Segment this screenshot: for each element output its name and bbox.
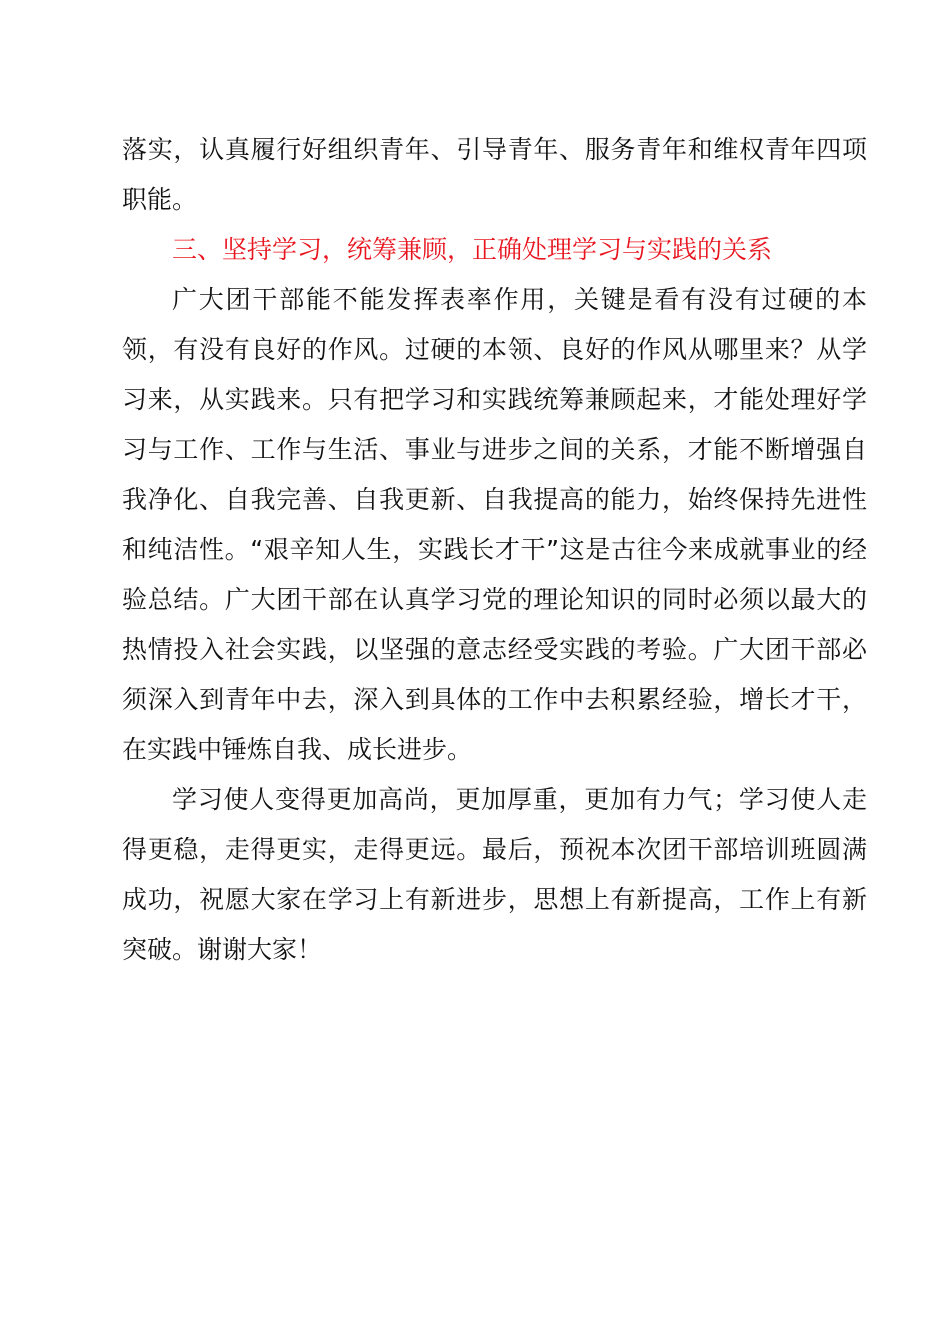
document-body (122, 125, 867, 975)
section-heading: 三、坚持学习，统筹兼顾，正确处理学习与实践的关系 (172, 235, 773, 264)
paragraph-study-practice: 广大团干部能不能发挥表率作用，关键是看有没有过硬的本领，有没有良好的作风。过硬的本领、良好的作风从哪里来？从学习来，从实践来。只有把学习和实践统筹兼顾起来，才能处理好学习与工作、工作与生活、事业与进步之间的关系，才能不断增强自我净化、自我完善、自我更新、自我提高的能力，始终保持先进性和纯洁性。“艰辛知人生，实践长才干”这是古往今来成就事业的经验总结。广大团干部在认真学习党的理论知识的同时必须以最大的热情投入社会实践，以坚强的意志经受实践的考验。广大团干部必须深入到青年中去，深入到具体的工作中去积累经验，增长才干，在实践中锤炼自我、成长进步。 (122, 285, 867, 764)
paragraph-continued: 落实，认真履行好组织青年、引导青年、服务青年和维权青年四项职能。 (122, 135, 867, 214)
paragraph-closing: 学习使人变得更加高尚，更加厚重，更加有力气；学习使人走得更稳，走得更实，走得更远。最后，预祝本次团干部培训班圆满成功，祝愿大家在学习上有新进步，思想上有新提高，工作上有新突破。谢谢大家！ (122, 785, 867, 964)
